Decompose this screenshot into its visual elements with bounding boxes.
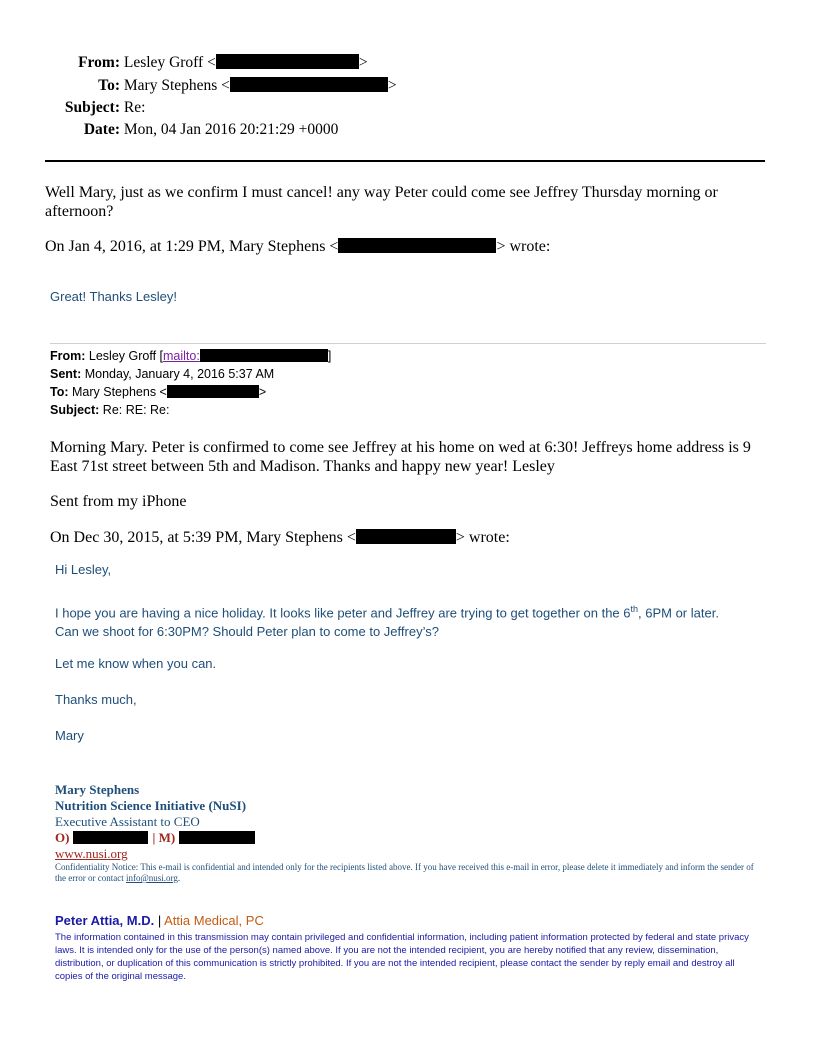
to-value: Mary Stephens < [123, 77, 230, 94]
fwd-subject-label: Subject: [50, 403, 100, 417]
signature-org: Nutrition Science Initiative (NuSI) [55, 798, 247, 813]
redaction-bar [167, 385, 259, 398]
footer-separator: | [157, 913, 162, 928]
fwd-sent-label: Sent: [50, 367, 82, 381]
redaction-bar [338, 238, 496, 253]
confidentiality-end: . [177, 873, 181, 883]
signature-name: Mary Stephens [55, 782, 140, 797]
body-line-5: Mary [55, 728, 84, 743]
sent-from-line: Sent from my iPhone [50, 493, 187, 510]
signature-phone-row [55, 830, 255, 846]
office-label: O) [55, 830, 70, 845]
redaction-bar [230, 77, 388, 92]
signature-title: Executive Assistant to CEO [55, 814, 200, 829]
quote-attribution-1 [45, 237, 550, 256]
body-line-1b: , 6PM or later. [638, 605, 719, 621]
date-label: Date: [83, 121, 120, 138]
quote-prefix: On Jan 4, 2016, at 1:29 PM, Mary Stephens < [45, 238, 339, 255]
header-from-row [40, 54, 368, 72]
forwarded-header [50, 347, 331, 419]
quote-suffix: > wrote: [496, 238, 551, 255]
body-line-3: Let me know when you can. [55, 656, 217, 671]
footer-heading [55, 913, 264, 928]
fwd-to-row [50, 383, 331, 401]
fwd-from-label: From: [50, 349, 86, 363]
quote-prefix: On Dec 30, 2015, at 5:39 PM, Mary Stephens < [50, 529, 356, 546]
confidentiality-text: Confidentiality Notice: This e-mail is confidential and intended only for the recipients listed above. If you have received this e-mail in error, please delete it immediately and inform the sender of the error or contact [55, 862, 754, 883]
body-line-2: Can we shoot for 6:30PM? Should Peter plan to come to Jeffrey’s? [55, 624, 439, 640]
mailto-link[interactable]: mailto: [163, 349, 200, 363]
from-value: Lesley Groff < [123, 54, 216, 71]
fwd-to-close: > [258, 385, 267, 399]
header-subject-row [40, 99, 145, 117]
redaction-bar [216, 54, 359, 69]
redaction-bar [356, 529, 456, 544]
body-line-1a: I hope you are having a nice holiday. It looks like peter and Jeffrey are trying to get together on the 6 [55, 605, 631, 621]
fwd-sent-value: Monday, January 4, 2016 5:37 AM [84, 367, 275, 381]
date-value: Mon, 04 Jan 2016 20:21:29 +0000 [123, 121, 339, 138]
quote-divider [50, 343, 766, 344]
fwd-from-row [50, 347, 331, 365]
body-line-4: Thanks much, [55, 692, 137, 707]
confidentiality-notice [55, 862, 760, 884]
quote-suffix: > wrote: [455, 529, 510, 546]
redaction-bar [73, 831, 148, 844]
fwd-subject-value: Re: RE: Re: [102, 403, 170, 417]
header-divider [45, 160, 765, 162]
message-body-3 [55, 600, 775, 641]
reply-text: Great! Thanks Lesley! [50, 289, 177, 304]
fwd-to-label: To: [50, 385, 69, 399]
subject-value: Re: [123, 99, 146, 116]
greeting: Hi Lesley, [55, 562, 112, 577]
footer-disclaimer: The information contained in this transmission may contain privileged and confidential information, including patient information protected by federal and state privacy laws. It is intended only for the use of the person(s) named above. If you are not the intended recipient, you are hereby notified that any review, dissemination, distribution, or duplication of this communication is strictly prohibited. If you are not the intended recipient, please contact the sender by reply email and destroy all copies of the original message. [55, 932, 749, 982]
footer-practice: Attia Medical, PC [164, 913, 264, 928]
fwd-from-close: ] [327, 349, 332, 363]
fwd-from-value: Lesley Groff [ [88, 349, 164, 363]
ordinal-suffix: th [630, 604, 639, 614]
signature-block [55, 782, 255, 862]
header-to-row [40, 77, 397, 95]
quote-attribution-2 [50, 528, 510, 547]
fwd-subject-row [50, 401, 331, 419]
info-email-link[interactable]: info@nusi.org [125, 873, 178, 883]
subject-label: Subject: [64, 99, 120, 116]
message-body-1: Well Mary, just as we confirm I must cancel! any way Peter could come see Jeffrey Thursday morning or afternoon? [45, 184, 718, 220]
to-label: To: [98, 77, 120, 94]
redaction-bar [200, 349, 328, 362]
header-date-row [40, 121, 338, 139]
redaction-bar [179, 831, 255, 844]
fwd-to-value: Mary Stephens < [72, 385, 167, 399]
from-close: > [358, 54, 368, 71]
footer-name: Peter Attia, M.D. [55, 913, 155, 928]
from-label: From: [78, 54, 120, 71]
to-close: > [387, 77, 397, 94]
website-link[interactable]: www.nusi.org [55, 846, 128, 861]
fwd-sent-row [50, 365, 331, 383]
message-body-2: Morning Mary. Peter is confirmed to come see Jeffrey at his home on wed at 6:30! Jeffreys home address is 9 East 71st street between 5th and Madison. Thanks and happy new year! Lesley [50, 439, 751, 475]
mobile-label: | M) [152, 830, 176, 845]
